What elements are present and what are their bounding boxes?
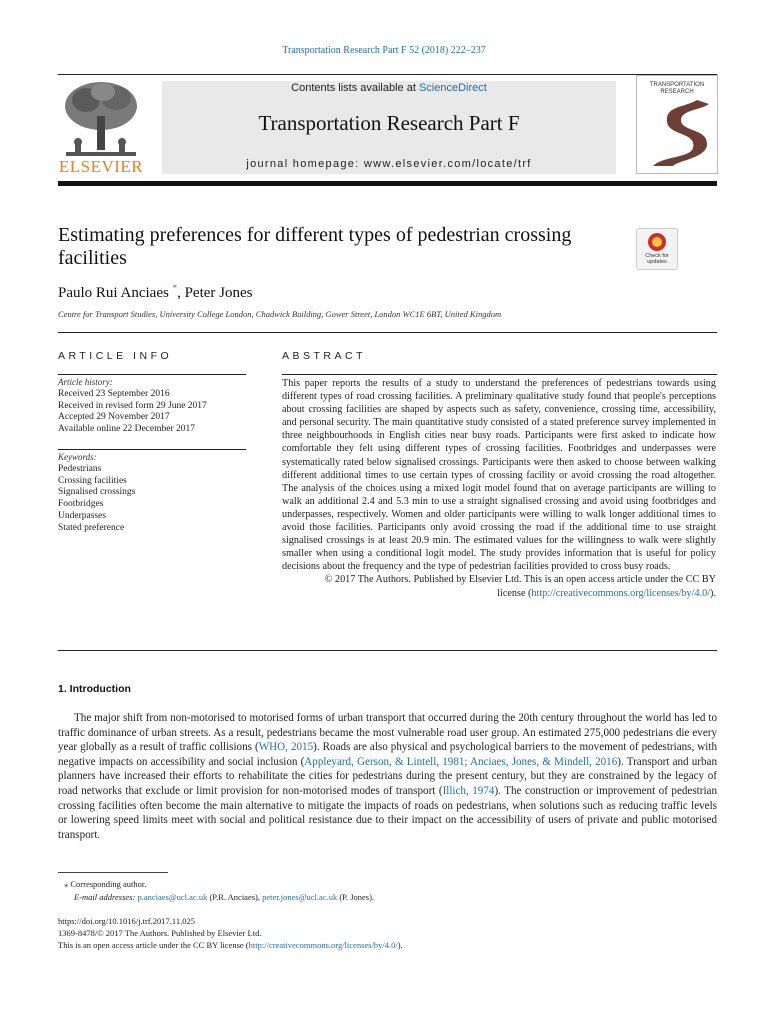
- author-name[interactable]: Paulo Rui Anciaes: [58, 285, 169, 301]
- footnote-rule: [58, 872, 168, 873]
- keyword-item: Signalised crossings: [58, 487, 136, 498]
- check-for-updates-button[interactable]: [636, 228, 678, 270]
- section-heading-introduction: 1. Introduction: [58, 683, 131, 695]
- doi-link[interactable]: https://doi.org/10.1016/j.trf.2017.11.025: [58, 916, 195, 926]
- history-item: Accepted 29 November 2017: [58, 412, 170, 423]
- author-list: [58, 283, 252, 302]
- keywords-rule: [58, 449, 246, 450]
- keyword-item: Stated preference: [58, 522, 125, 533]
- bookmark-icon: [647, 232, 667, 252]
- journal-cover-image[interactable]: [636, 75, 718, 174]
- keyword-item: Footbridges: [58, 499, 104, 510]
- article-history: [58, 377, 248, 436]
- license-link[interactable]: http://creativecommons.org/licenses/by/4.0/: [248, 940, 398, 950]
- sciencedirect-link[interactable]: ScienceDirect: [418, 82, 487, 94]
- abstract-text: This paper reports the results of a study to understand the preferences of pedestrians towards using different types of road crossing facilities. A preliminary qualitative study found that people's perceptions about crossing facilities are shaped by aspects such as safety, convenience, crossing time, accessibility, and personal security. The main quantitative study consisted of a stated preference survey implemented in three neighbourhoods in English cities near busy roads. Participants were first asked to indicate how comfortable they felt using different types of crossing facilities. Footbridges and underpasses were systematically rated below signalised crossings. Participants were then asked to choose between walking different additional times to use certain types of crossing facility or avoid crossing the road altogether. The analysis of the choices using a mixed logit model found that on average participants are willing to walk an additional 2.4 and 5.3 min to use a straight signalised crossing and avoid using footbridges and underpasses, respectively. Women and older participants were willing to walk longer additional times to avoid those facilities. Participants only avoid crossing the road if the additional time to use straight signalised crossings is at least 20.9 min. The estimated values for the willingness to walk were slightly smaller when using a conditional logit model. The study provides information that is useful for policy decisions about the frequency and the type of pedestrian facilities provided to cross busy roads.: [282, 378, 716, 573]
- elsevier-wordmark: ELSEVIER: [58, 157, 144, 176]
- keywords: [58, 452, 248, 535]
- journal-citation-link[interactable]: Transportation Research Part F 52 (2018) 222–237: [282, 45, 486, 56]
- abstract-rule: [282, 374, 717, 375]
- email-link[interactable]: peter.jones@ucl.ac.uk: [262, 892, 338, 902]
- corresponding-author-mark[interactable]: *: [172, 283, 178, 293]
- journal-homepage[interactable]: journal homepage: www.elsevier.com/locate/trf: [246, 158, 532, 170]
- reference-link[interactable]: Appleyard, Gerson, & Lintell, 1981; Anciaes, Jones, & Mindell, 2016: [304, 755, 618, 768]
- keyword-item: Pedestrians: [58, 463, 102, 474]
- history-item: Received in revised form 29 June 2017: [58, 400, 207, 411]
- history-item: Received 23 September 2016: [58, 388, 170, 399]
- abstract-body: [282, 377, 716, 600]
- intro-paragraph: The major shift from non-motorised to motorised forms of urban transport that occurred during the 20th century throughout the world has led to traffic dominance of urban streets. As a result, pedestrians became the most vulnerable road user group. An estimated 275,000 pedestrians die every year globally as a result of traffic collisions (WHO, 2015). Roads are also physical and psychological barriers to the movement of pedestrians, with negative impacts on accessibility and social inclusion (Appleyard, Gerson, & Lintell, 1981; Anciaes, Jones, & Mindell, 2016). Transport and urban planners have increased their efforts to rehabilitate the cities for pedestrians during the present century, but they are constrained by the legacy of road networks that exclude or limit provision for non-motorised modes of transport (Illich, 1974). The construction or improvement of pedestrian crossing facilities often become the main alternative to mitigate the impacts of roads on pedestrians, when solutions such as reducing traffic levels or lowering speed limits meet with social and political resistance due to their impact on the accessibility of users of private and public motorised transport.: [58, 712, 717, 841]
- article-info-heading: ARTICLE INFO: [58, 350, 173, 362]
- abstract-copyright: © 2017 The Authors. Published by Elsevier Ltd. This is an open access article under the CC BY license (http://creativecommons.org/licenses/by/4.0/).: [324, 574, 716, 599]
- check-updates-label: Check for updates: [645, 253, 669, 265]
- abstract-bottom-rule: [58, 650, 717, 651]
- affiliation-rule: [58, 332, 717, 333]
- cover-title: TRANSPORTATION RESEARCH: [649, 82, 705, 95]
- author-name[interactable]: , Peter Jones: [177, 285, 253, 301]
- license-link[interactable]: http://creativecommons.org/licenses/by/4.0/: [531, 587, 711, 599]
- article-info-rule: [58, 374, 246, 375]
- affiliation: Centre for Transport Studies, University College London, Chadwick Building, Gower Street, London WC1E 6BT, United Kingdom: [58, 309, 502, 319]
- abstract-heading: ABSTRACT: [282, 350, 367, 362]
- history-label: Article history:: [58, 377, 113, 387]
- issn-line: 1369-8478/© 2017 The Authors. Published by Elsevier Ltd.: [58, 928, 262, 938]
- journal-title: Transportation Research Part F: [258, 111, 520, 135]
- email-link[interactable]: p.anciaes@ucl.ac.uk: [137, 892, 208, 902]
- keyword-item: Underpasses: [58, 510, 107, 521]
- open-access-line: This is an open access article under the CC BY license (http://creativecommons.org/licenses/by/4.0/).: [58, 940, 403, 950]
- keywords-label: Keywords:: [58, 452, 97, 462]
- header-bottom-rule: [58, 181, 717, 186]
- reference-link[interactable]: WHO, 2015: [258, 741, 314, 754]
- email-addresses: E-mail addresses: p.anciaes@ucl.ac.uk (P.R. Anciaes), peter.jones@ucl.ac.uk (P. Jones).: [74, 892, 375, 902]
- keyword-item: Crossing facilities: [58, 475, 127, 486]
- corresponding-author-note: ⁎ Corresponding author.: [64, 879, 147, 889]
- contents-line: Contents lists available at ScienceDirect: [291, 82, 487, 94]
- cover-road-graphic: [643, 100, 711, 166]
- history-item: Available online 22 December 2017: [58, 424, 195, 435]
- reference-link[interactable]: Illich, 1974: [442, 784, 495, 797]
- article-title: Estimating preferences for different types of pedestrian crossing facilities: [58, 224, 572, 269]
- header-top-rule: [58, 74, 717, 75]
